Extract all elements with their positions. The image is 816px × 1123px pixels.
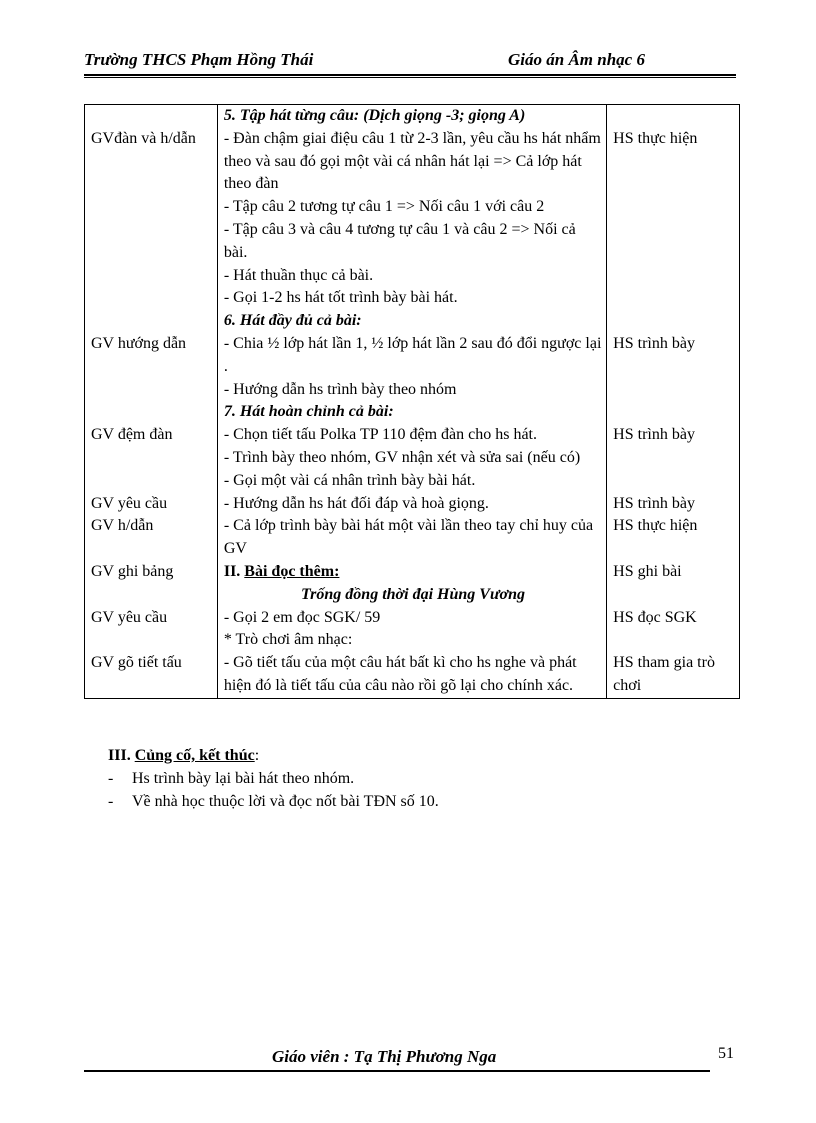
student-activity: HS đọc SGK <box>613 608 697 626</box>
teacher-cell <box>85 561 218 607</box>
content-line: - Đàn chậm giai điệu câu 1 từ 2-3 lần, yêu cầu hs hát nhẩm theo và sau đó gọi một vài cá nhân hát lại => Cả lớp hát theo đàn <box>223 129 601 193</box>
content-line: - Gọi 2 em đọc SGK/ 59 <box>223 608 381 626</box>
student-cell <box>607 401 740 492</box>
teacher-cell <box>85 652 218 698</box>
content-line: - Cả lớp trình bày bài hát một vài lần theo tay chỉ huy của GV <box>223 517 594 558</box>
teacher-cell <box>85 401 218 492</box>
student-activity: HS trình bày <box>613 334 695 352</box>
header-rule <box>84 74 736 78</box>
teacher-activity: GV ghi bảng <box>91 562 174 580</box>
content-cell <box>217 310 606 401</box>
content-line: - Tập câu 2 tương tự câu 1 => Nối câu 1 với câu 2 <box>223 198 545 216</box>
content-line: * Trò chơi âm nhạc: <box>223 631 353 649</box>
content-line: - Gọi một vài cá nhân trình bày bài hát. <box>223 471 476 489</box>
table-row <box>85 607 740 653</box>
student-activity: HS ghi bài <box>613 562 682 580</box>
content-cell <box>217 561 606 607</box>
content-cell <box>217 105 606 311</box>
student-cell <box>607 561 740 607</box>
section-number: II. <box>223 562 241 580</box>
table-row <box>85 310 740 401</box>
closing-heading: III. Củng cố, kết thúc: <box>108 747 260 764</box>
table-row <box>85 105 740 311</box>
table-row <box>85 401 740 492</box>
student-activity: HS trình bày <box>613 494 695 512</box>
footer-rule <box>84 1070 710 1072</box>
content-line: - Gọi 1-2 hs hát tốt trình bày bài hát. <box>223 289 458 307</box>
bullet-dash: - <box>108 792 114 810</box>
teacher-activity: GV đệm đàn <box>91 426 173 444</box>
section-title: Bài đọc thêm: <box>244 562 340 580</box>
teacher-activity: GV gõ tiết tấu <box>91 654 182 672</box>
content-line: - Chọn tiết tấu Polka TP 110 đệm đàn cho hs hát. <box>223 426 537 444</box>
closing-number: III <box>108 747 127 764</box>
content-line: - Hát thuần thục cả bài. <box>223 266 374 284</box>
teacher-activity: GV yêu cầu <box>91 494 168 512</box>
content-line: - Hướng dẫn hs trình bày theo nhóm <box>223 380 457 398</box>
teacher-cell <box>85 310 218 401</box>
student-activity: HS thực hiện <box>613 517 698 535</box>
list-item <box>108 768 439 791</box>
teacher-signature: Giáo viên : Tạ Thị Phương Nga <box>272 1047 497 1066</box>
student-cell <box>607 652 740 698</box>
student-cell <box>607 105 740 311</box>
page-footer <box>84 1047 736 1077</box>
teacher-cell <box>85 607 218 653</box>
content-cell <box>217 401 606 492</box>
teacher-activity: GV h/dẫn <box>91 517 154 535</box>
section-heading <box>224 561 602 584</box>
school-name: Trường THCS Phạm Hồng Thái <box>84 50 314 69</box>
content-line: - Chia ½ lớp hát lần 1, ½ lớp hát lần 2 sau đó đổi ngược lại . <box>223 334 602 375</box>
student-cell <box>607 310 740 401</box>
content-line: - Trình bày theo nhóm, GV nhận xét và sửa sai (nếu có) <box>223 448 581 466</box>
table-row <box>85 561 740 607</box>
student-cell <box>607 607 740 653</box>
list-item <box>108 791 439 814</box>
content-cell <box>217 493 606 561</box>
teacher-activity: GVđàn và h/dẫn <box>91 129 196 147</box>
list-item-text: Hs trình bày lại bài hát theo nhóm. <box>132 769 355 787</box>
page-header <box>84 50 736 76</box>
student-activity: HS trình bày <box>613 426 695 444</box>
teacher-activity: GV hướng dẫn <box>91 334 187 352</box>
page-number: 51 <box>718 1045 734 1062</box>
table-row <box>85 493 740 561</box>
teacher-cell <box>85 105 218 311</box>
section-heading: 6. Hát đầy đủ cả bài: <box>223 312 362 330</box>
content-cell <box>217 607 606 653</box>
lesson-table <box>84 104 740 699</box>
teacher-activity: GV yêu cầu <box>91 608 168 626</box>
section-heading: 5. Tập hát từng câu: (Dịch giọng -3; giọng A) <box>223 107 526 124</box>
reading-title: Trống đồng thời đại Hùng Vương <box>301 585 526 603</box>
closing-colon: : <box>254 747 260 764</box>
student-activity: HS thực hiện <box>613 129 698 147</box>
content-cell <box>217 652 606 698</box>
closing-section <box>108 745 439 813</box>
student-activity: HS tham gia trò chơi <box>613 654 715 694</box>
content-line: - Tập câu 3 và câu 4 tương tự câu 1 và câu 2 => Nối cả bài. <box>223 220 576 261</box>
table-row <box>85 652 740 698</box>
subject-title: Giáo án Âm nhạc 6 <box>508 50 645 69</box>
section-heading: 7. Hát hoàn chỉnh cả bài: <box>223 403 394 421</box>
content-line: - Gõ tiết tấu của một câu hát bất kì cho hs nghe và phát hiện đó là tiết tấu của câu nào rồi gõ lại cho chính xác. <box>223 654 577 694</box>
student-cell <box>607 493 740 561</box>
list-item-text: Về nhà học thuộc lời và đọc nốt bài TĐN số 10. <box>132 792 439 810</box>
closing-title: Củng cố, kết thúc <box>134 747 255 764</box>
bullet-dash: - <box>108 769 114 787</box>
content-line: - Hướng dẫn hs hát đối đáp và hoà giọng. <box>223 494 489 512</box>
teacher-cell <box>85 493 218 561</box>
